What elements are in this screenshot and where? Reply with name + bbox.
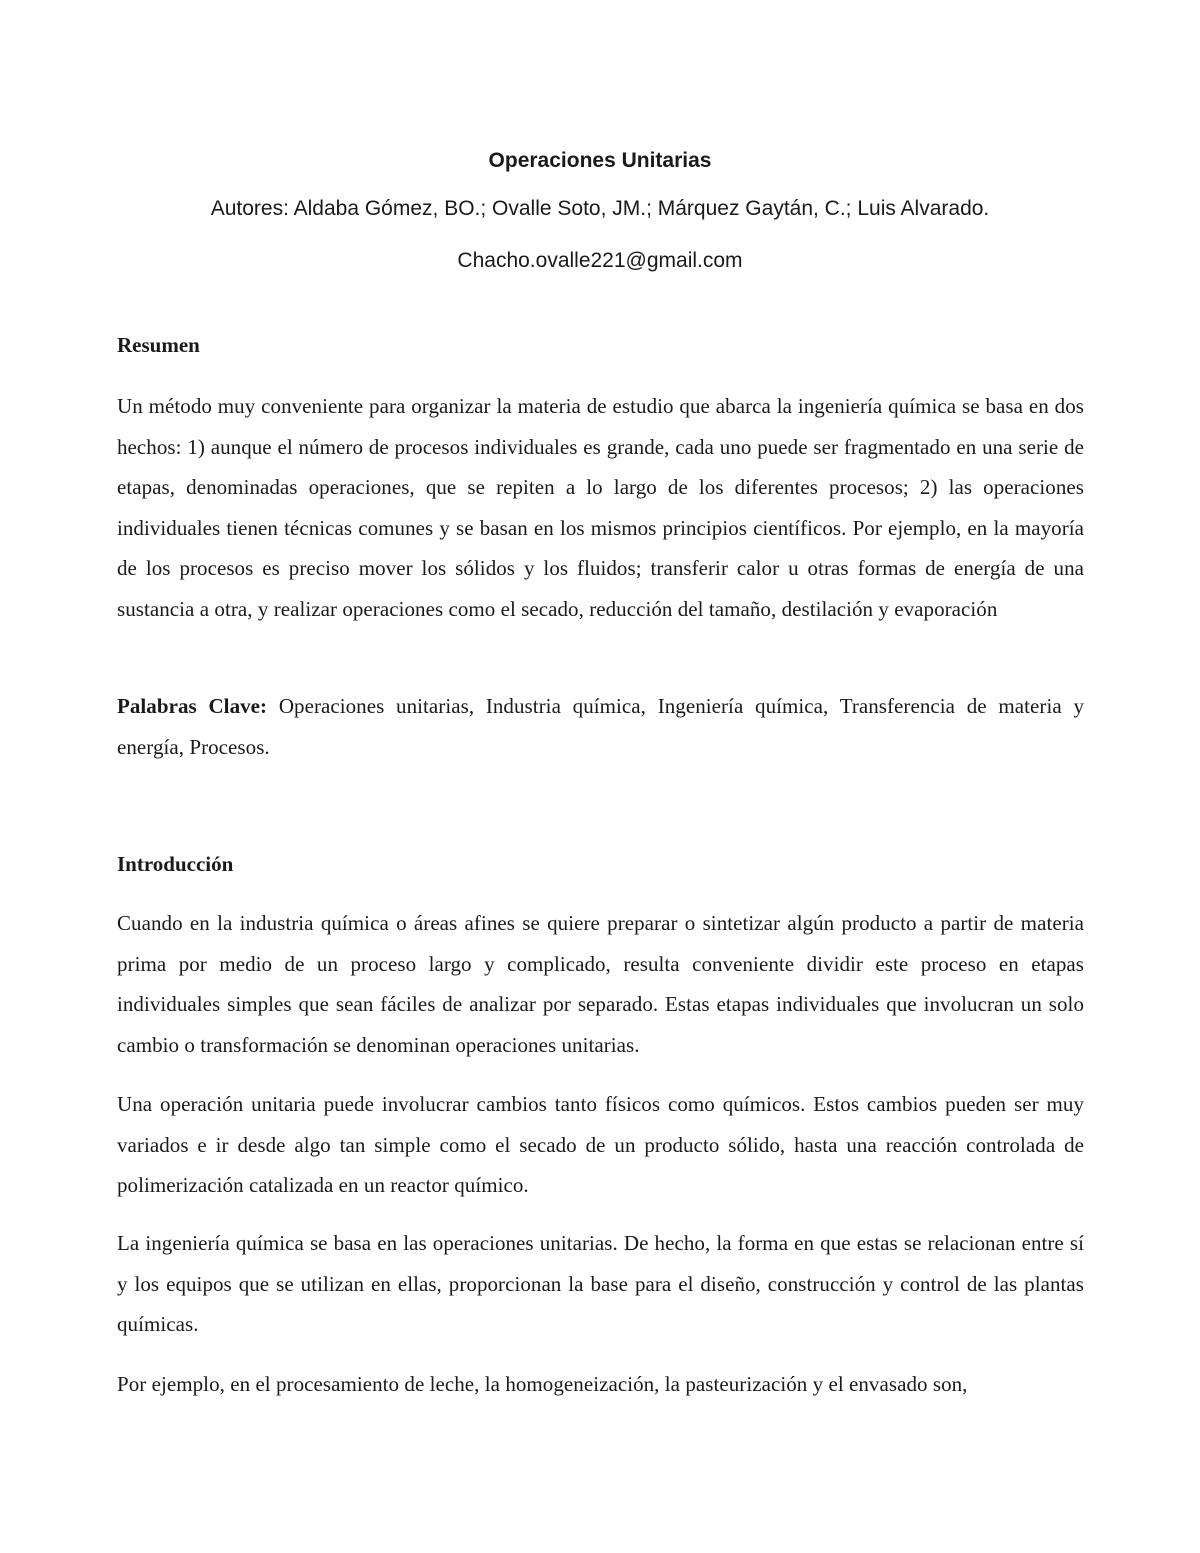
abstract-paragraph: Un método muy conveniente para organizar la materia de estudio que abarca la ingeniería química se basa en dos hechos: 1) aunque el número de procesos individuales es grande, cada uno puede ser fragmentado en una serie de etapas, denominadas operaciones, que se repiten a lo largo de los diferentes procesos; 2) las operaciones individuales tienen técnicas comunes y se basan en los mismos principios científicos. Por ejemplo, en la mayoría de los procesos es preciso mover los sólidos y los fluidos; transferir calor u otras formas de energía de una sustancia a otra, y realizar operaciones como el secado, reducción del tamaño, destilación y evaporación xyxy=(117,394,1084,621)
abstract-heading: Resumen xyxy=(117,333,200,357)
keywords-paragraph xyxy=(117,686,1084,767)
introduction-heading: Introducción xyxy=(117,852,234,876)
document-title: Operaciones Unitarias xyxy=(488,149,712,172)
intro-paragraph-1: Cuando en la industria química o áreas afines se quiere preparar o sintetizar algún producto a partir de materia prima por medio de un proceso largo y complicado, resulta conveniente dividir este proceso en etapas individuales simples que sean fáciles de analizar por separado. Estas etapas individuales que involucran un solo cambio o transformación se denominan operaciones unitarias. xyxy=(117,911,1084,1057)
author-email: Chacho.ovalle221@gmail.com xyxy=(457,249,743,272)
keywords-text: Operaciones unitarias, Industria química, Ingeniería química, Transferencia de materia y energía, Procesos. xyxy=(117,694,1084,759)
intro-paragraph-4: Por ejemplo, en el procesamiento de leche, la homogeneización, la pasteurización y el envasado son, xyxy=(117,1372,968,1396)
authors-line: Autores: Aldaba Gómez, BO.; Ovalle Soto, JM.; Márquez Gaytán, C.; Luis Alvarado. xyxy=(210,197,990,220)
keywords-label: Palabras Clave: xyxy=(117,694,268,718)
intro-paragraph-3: La ingeniería química se basa en las operaciones unitarias. De hecho, la forma en que estas se relacionan entre sí y los equipos que se utilizan en ellas, proporcionan la base para el diseño, construcción y control de las plantas químicas. xyxy=(117,1231,1084,1337)
intro-paragraph-2: Una operación unitaria puede involucrar cambios tanto físicos como químicos. Estos cambios pueden ser muy variados e ir desde algo tan simple como el secado de un producto sólido, hasta una reacción controlada de polimerización catalizada en un reactor químico. xyxy=(117,1092,1084,1198)
